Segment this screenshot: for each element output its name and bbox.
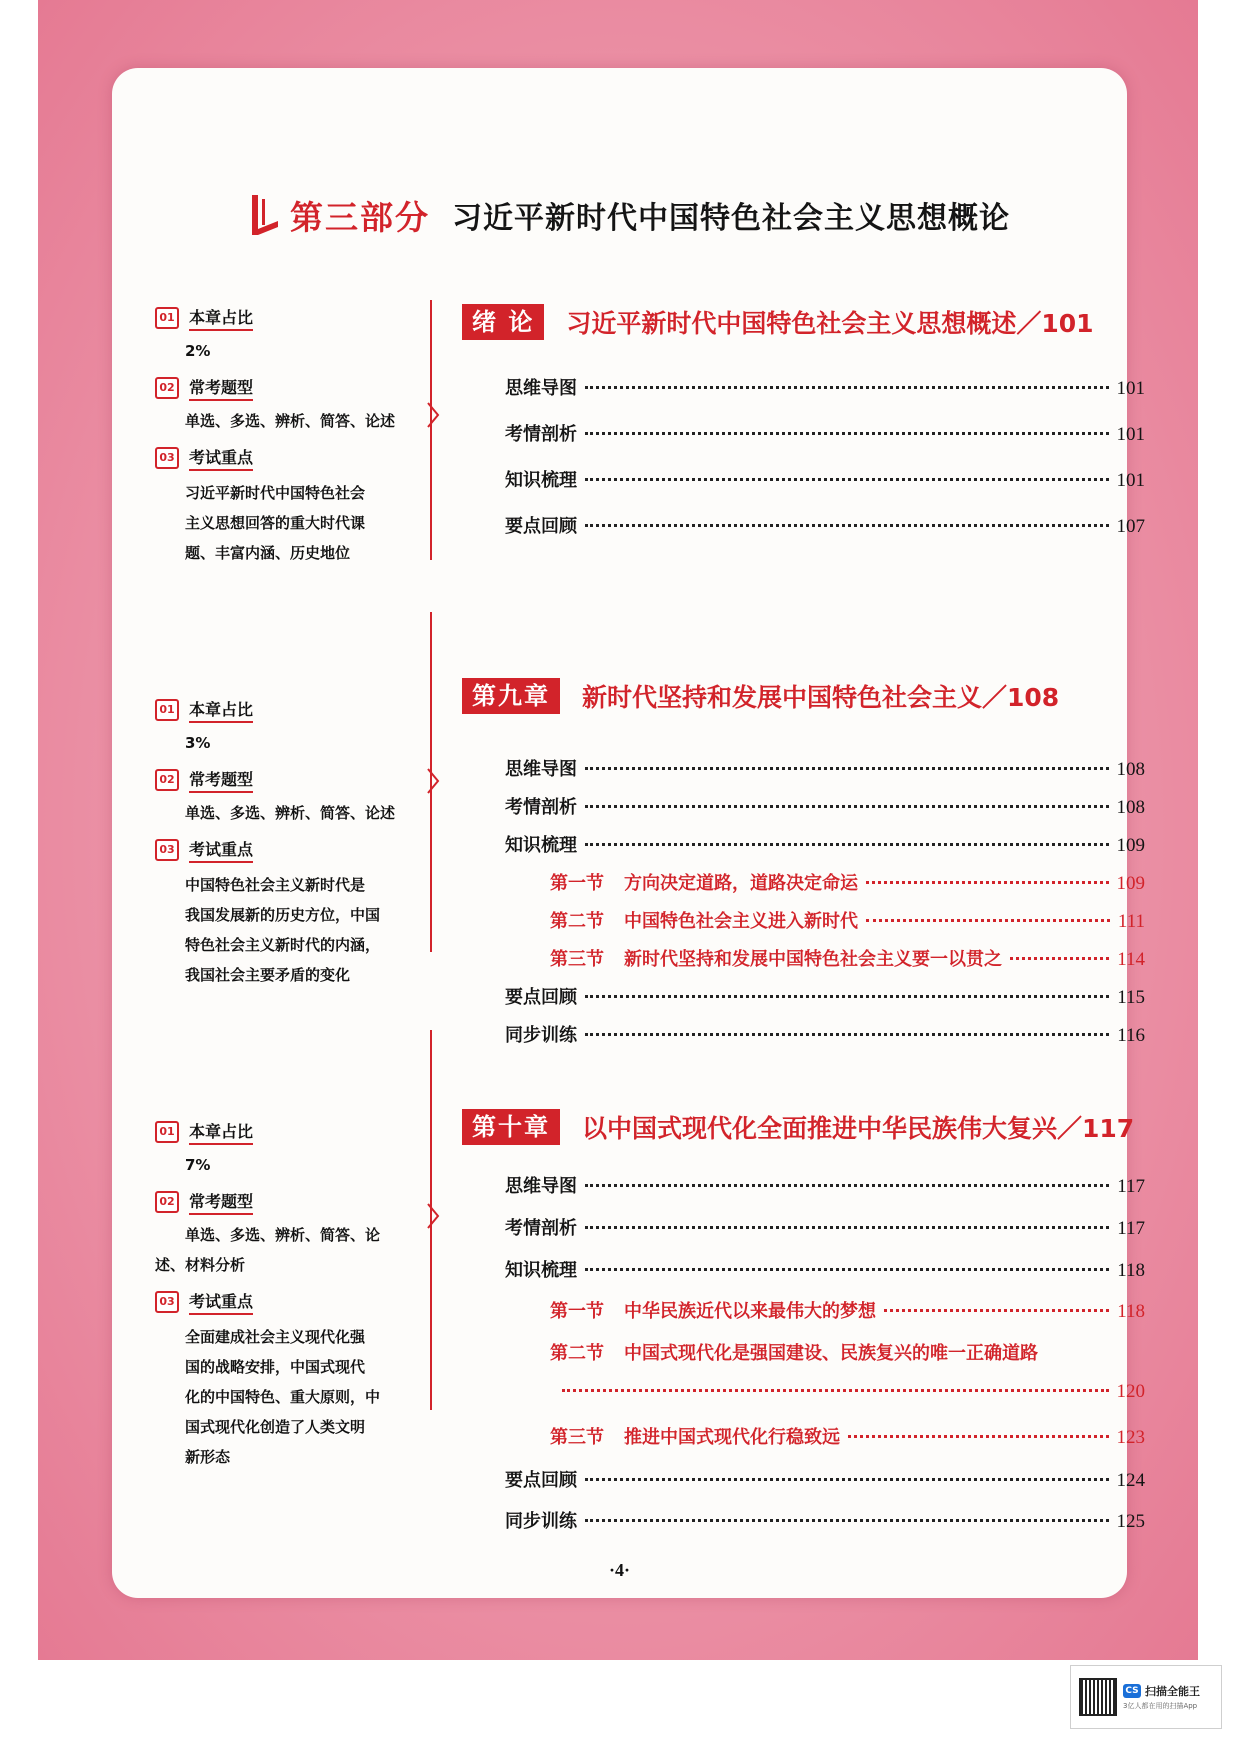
toc-entry-label: 同步训练 [505,1511,577,1532]
ratio-value: 3% [185,734,211,752]
part-title: 习近平新时代中国特色社会主义思想概论 [452,201,1010,236]
types-heading [155,766,395,794]
number-02-icon: 02 [155,769,179,791]
types-line: 述、材料分析 [155,1256,246,1274]
toc-continuation-line [550,1381,1145,1403]
toc-entry[interactable] [505,983,1145,1013]
types-label: 常考题型 [189,375,253,401]
toc-entry-page: 117 [1117,1218,1145,1239]
divider-intro [430,300,432,560]
section-title: 推进中国式现代化行稳致远 [624,1427,840,1448]
toc-entry[interactable] [505,831,1145,861]
leader-dots [866,919,1110,922]
toc-section-label [550,869,858,895]
leader-dots [585,1033,1109,1036]
focus-line: 国的战略安排，中国式现代 [185,1358,366,1376]
toc-section-label [550,1339,1145,1371]
leader-dots [585,805,1109,808]
toc-entry-label: 思维导图 [505,759,577,780]
toc-entry-page: 115 [1117,987,1145,1008]
focus-line: 习近平新时代中国特色社会 [185,484,366,502]
chapter-title: 习近平新时代中国特色社会主义思想概述／101 [566,309,1094,338]
toc-section-entry[interactable] [550,945,1145,975]
focus-text [185,870,395,990]
section-title: 新时代坚持和发展中国特色社会主义要一以贯之 [624,949,1002,970]
toc-entry-page: 118 [1117,1260,1145,1281]
focus-line: 我国社会主要矛盾的变化 [185,966,351,984]
types-label: 常考题型 [189,1189,253,1215]
toc-entry-label: 知识梳理 [505,1260,577,1281]
toc-entry-label: 思维导图 [505,1176,577,1197]
leader-dots [585,432,1109,435]
toc-entry[interactable] [505,420,1145,450]
chapter-title: 新时代坚持和发展中国特色社会主义／108 [582,683,1060,712]
scanner-watermark [1070,1665,1222,1729]
leader-dots [585,478,1109,481]
focus-line: 化的中国特色、重大原则，中 [185,1388,381,1406]
toc-entry-page: 114 [1117,949,1145,970]
leader-dots [585,995,1109,998]
toc-entry[interactable] [505,512,1145,542]
toc-section-label [550,907,858,933]
qr-code-icon [1079,1678,1117,1716]
sidebar-chapter-9 [155,696,395,998]
chapter-heading-10[interactable] [462,1107,1134,1147]
ratio-heading [155,1118,395,1146]
toc-entry-page: 124 [1116,1470,1145,1491]
section-number: 第一节 [550,873,604,894]
ratio-heading [155,696,395,724]
toc-entry[interactable] [505,1507,1145,1537]
toc-entry[interactable] [505,466,1145,496]
number-02-icon: 02 [155,377,179,399]
leader-dots [585,767,1109,770]
focus-line: 新形态 [185,1448,231,1466]
number-01-icon: 01 [155,699,179,721]
toc-entry[interactable] [505,1021,1145,1051]
number-02-icon: 02 [155,1191,179,1213]
number-01-icon: 01 [155,1121,179,1143]
chapter-badge: 第九章 [462,678,560,714]
leader-dots [585,524,1109,527]
focus-heading [155,1288,395,1316]
types-value [155,1220,395,1280]
toc-section-label [550,945,1002,971]
leader-dots [866,881,1109,884]
leader-dots [1010,957,1109,960]
section-title: 中国式现代化是强国建设、民族复兴的唯一正确道路 [624,1343,1038,1364]
number-01-icon: 01 [155,307,179,329]
section-number: 第三节 [550,1427,604,1448]
ratio-heading [155,304,395,332]
toc-section-label [550,1423,840,1449]
chapter-title: 以中国式现代化全面推进中华民族伟大复兴／117 [582,1114,1135,1143]
types-value: 单选、多选、辨析、简答、论述 [185,804,396,822]
focus-label: 考试重点 [189,445,253,471]
chevron-right-icon [426,402,440,428]
types-heading [155,374,395,402]
focus-line: 主义思想回答的重大时代课 [185,514,366,532]
section-number: 第三节 [550,949,604,970]
sidebar-chapter-10 [155,1118,395,1480]
toc-entry-page: 120 [1116,1381,1145,1402]
toc-entry-label: 要点回顾 [505,1470,577,1491]
toc-entry-page: 125 [1116,1511,1145,1532]
focus-label: 考试重点 [189,1289,253,1315]
focus-line: 中国特色社会主义新时代是 [185,876,366,894]
types-label: 常考题型 [189,767,253,793]
chapter-heading-9[interactable] [462,676,1059,716]
focus-heading [155,444,395,472]
leader-dots [585,386,1109,389]
toc-entry-page: 109 [1116,835,1145,856]
toc-section-entry[interactable] [550,907,1145,937]
scanner-name: 扫描全能王 [1145,1685,1200,1698]
ratio-label: 本章占比 [189,1119,253,1145]
focus-line: 全面建成社会主义现代化强 [185,1328,366,1346]
toc-entry-label: 要点回顾 [505,987,577,1008]
types-heading [155,1188,395,1216]
toc-entry-page: 111 [1117,911,1145,932]
leader-dots [585,843,1109,846]
toc-entry-label: 知识梳理 [505,835,577,856]
sidebar-intro [155,304,395,576]
types-line: 单选、多选、辨析、简答、论 [185,1226,381,1244]
ratio-value: 7% [185,1156,211,1174]
toc-entry-label: 同步训练 [505,1025,577,1046]
section-number: 第二节 [550,911,604,932]
leader-dots [585,1226,1109,1229]
ratio-label: 本章占比 [189,305,253,331]
book-logo-icon [250,193,280,237]
section-number: 第二节 [550,1343,604,1364]
page-number: ·4· [608,1560,630,1580]
toc-entry[interactable] [505,1172,1145,1202]
focus-label: 考试重点 [189,837,253,863]
leader-dots [562,1389,1109,1392]
ratio-label: 本章占比 [189,697,253,723]
focus-line: 国式现代化创造了人类文明 [185,1418,366,1436]
types-value: 单选、多选、辨析、简答、论述 [185,412,396,430]
toc-entry-page: 118 [1117,1301,1145,1322]
toc-entry-label: 考情剖析 [505,1218,577,1239]
leader-dots [585,1268,1109,1271]
chapter-badge: 绪 论 [462,304,544,340]
camscanner-logo-icon: CS [1123,1684,1141,1698]
toc-entry-page: 117 [1117,1176,1145,1197]
toc-entry-page: 116 [1117,1025,1145,1046]
number-03-icon: 03 [155,447,179,469]
toc-entry-page: 101 [1116,470,1145,491]
scanner-title-row [1123,1683,1200,1699]
toc-entry-page: 109 [1116,873,1145,894]
toc-entry[interactable] [505,374,1145,404]
toc-entry-page: 123 [1116,1427,1145,1448]
leader-dots [585,1519,1109,1522]
toc-entry-label: 思维导图 [505,378,577,399]
leader-dots [585,1184,1109,1187]
toc-entry-page: 107 [1116,516,1145,537]
leader-dots [884,1309,1109,1312]
leader-dots [585,1478,1109,1481]
toc-entry-page: 101 [1116,378,1145,399]
toc-entry[interactable] [505,1214,1145,1244]
scanner-text [1123,1683,1200,1711]
toc-section-label [550,1297,876,1323]
toc-section-entry-multiline[interactable] [550,1339,1145,1403]
focus-heading [155,836,395,864]
toc-entry[interactable] [505,1466,1145,1496]
toc-entry-label: 要点回顾 [505,516,577,537]
section-title: 方向决定道路，道路决定命运 [624,873,858,894]
toc-entry-page: 108 [1116,759,1145,780]
ratio-value: 2% [185,342,211,360]
number-03-icon: 03 [155,1291,179,1313]
focus-text [185,478,395,568]
scanner-slogan: 3亿人都在用的扫描App [1123,1702,1198,1710]
chevron-right-icon [426,1203,440,1229]
toc-section-entry[interactable] [550,1423,1145,1453]
chevron-right-icon [426,768,440,794]
section-number: 第一节 [550,1301,604,1322]
number-03-icon: 03 [155,839,179,861]
toc-section-entry[interactable] [550,1297,1145,1327]
toc-entry[interactable] [505,793,1145,823]
toc-section-entry[interactable] [550,869,1145,899]
toc-entry-label: 考情剖析 [505,424,577,445]
toc-entry[interactable] [505,1256,1145,1286]
chapter-badge: 第十章 [462,1109,560,1145]
section-title: 中华民族近代以来最伟大的梦想 [624,1301,876,1322]
focus-text [185,1322,395,1472]
toc-entry-label: 考情剖析 [505,797,577,818]
toc-entry-page: 101 [1116,424,1145,445]
toc-entry-label: 知识梳理 [505,470,577,491]
part-header [250,190,1010,240]
focus-line: 我国发展新的历史方位，中国 [185,906,381,924]
section-title: 中国特色社会主义进入新时代 [624,911,858,932]
leader-dots [848,1435,1109,1438]
toc-entry[interactable] [505,755,1145,785]
focus-line: 特色社会主义新时代的内涵， [185,936,381,954]
part-label: 第三部分 [290,197,430,237]
chapter-heading-intro[interactable] [462,302,1094,342]
focus-line: 题、丰富内涵、历史地位 [185,544,351,562]
toc-entry-page: 108 [1116,797,1145,818]
